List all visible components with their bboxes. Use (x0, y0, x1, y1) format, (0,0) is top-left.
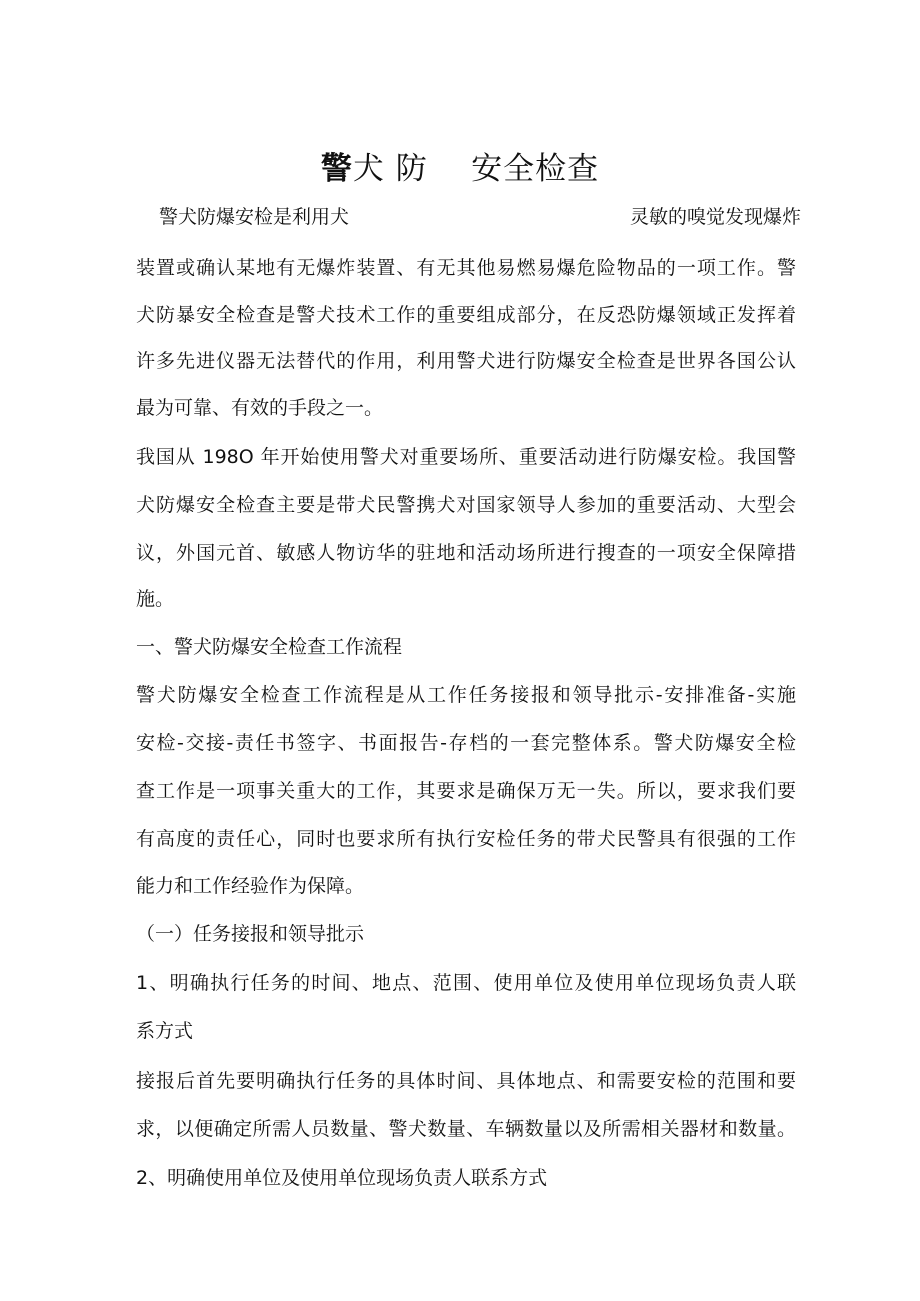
paragraph-line: 安检-交接-责任书签字、书面报告-存档的一套完整体系。警犬防爆安全检 (136, 732, 796, 754)
paragraph-line: 犬防暴安全检查是警犬技术工作的重要组成部分，在反恐防爆领域正发挥着 (136, 304, 796, 326)
paragraph-line: 施。 (136, 588, 175, 610)
intro-line-left: 警犬防爆安检是利用犬 (159, 206, 350, 228)
paragraph-line: 许多先进仪器无法替代的作用，利用警犬进行防爆安全检查是世界各国公认 (136, 350, 796, 372)
numbered-item: 2、明确使用单位及使用单位现场负责人联系方式 (136, 1167, 548, 1189)
paragraph-line: 能力和工作经验作为保障。 (136, 875, 365, 897)
title-part-2: 犬 防 安全检查 (352, 151, 600, 187)
paragraph-line: 接报后首先要明确执行任务的具体时间、具体地点、和需要安检的范围和要 (136, 1070, 796, 1092)
paragraph-line: 警犬防爆安全检查工作流程是从工作任务接报和领导批示-安排准备-实施 (136, 684, 796, 706)
paragraph-line: 查工作是一项事关重大的工作，其要求是确保万无一失。所以，要求我们要 (136, 780, 796, 802)
paragraph-line: 有高度的责任心，同时也要求所有执行安检任务的带犬民警具有很强的工作 (136, 828, 796, 850)
subsection-heading: （一）任务接报和领导批示 (136, 923, 365, 945)
paragraph-line: 最为可靠、有效的手段之一。 (136, 397, 384, 419)
numbered-item-continuation: 系方式 (136, 1020, 194, 1042)
paragraph-line: 求，以便确定所需人员数量、警犬数量、车辆数量以及所需相关器材和数量。 (136, 1118, 796, 1140)
paragraph-line: 议，外国元首、敏感人物访华的驻地和活动场所进行搜查的一项安全保障措 (136, 542, 796, 564)
numbered-item: 1、明确执行任务的时间、地点、范围、使用单位及使用单位现场负责人联 (136, 972, 796, 994)
paragraph-line: 我国从 198O 年开始使用警犬对重要场所、重要活动进行防爆安检。我国警 (136, 446, 796, 468)
document-title (0, 146, 920, 192)
paragraph-line: 犬防爆安全检查主要是带犬民警携犬对国家领导人参加的重要活动、大型会 (136, 494, 796, 516)
intro-line-right: 灵敏的嗅觉发现爆炸 (629, 206, 801, 228)
section-heading: 一、警犬防爆安全检查工作流程 (136, 636, 403, 658)
paragraph-line: 装置或确认某地有无爆炸装置、有无其他易燃易爆危险物品的一项工作。警 (136, 257, 796, 279)
title-part-1: 警 (320, 151, 353, 187)
